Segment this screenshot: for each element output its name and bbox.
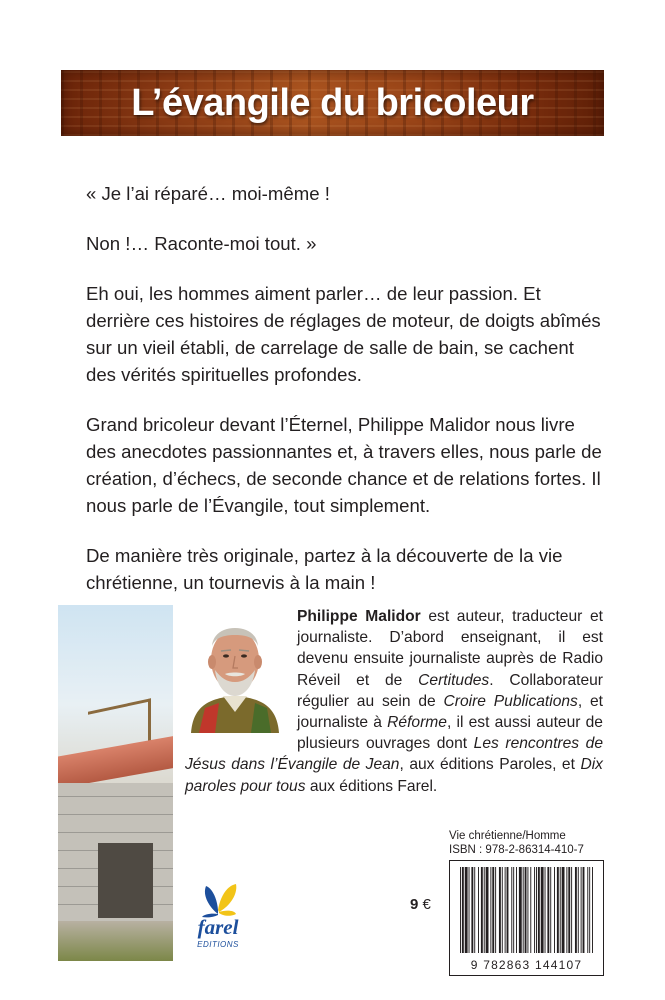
barcode-bar bbox=[499, 867, 501, 953]
price bbox=[410, 896, 431, 913]
barcode-bar bbox=[462, 867, 464, 953]
barcode-bar bbox=[581, 867, 582, 953]
barcode-bar bbox=[583, 867, 585, 953]
barcode-bar bbox=[534, 867, 535, 953]
barcode-number: 9 782863 144107 bbox=[470, 958, 583, 972]
barcode-bar bbox=[460, 867, 461, 953]
barcode bbox=[449, 860, 604, 976]
barcode-bar bbox=[562, 867, 565, 953]
barcode-bar bbox=[492, 867, 494, 953]
barcode-bar bbox=[560, 867, 561, 953]
blurb-paragraph: Eh oui, les hommes aiment parler… de leur passion. Et derrière ces histoires de réglages de moteur, de doigts abîmés sur un vieil établi, de carrelage de salle de bain, se cachent des vérités spirituelles profondes. bbox=[86, 283, 601, 385]
bio-text: , aux éditions Paroles, et bbox=[399, 756, 581, 774]
barcode-bar bbox=[490, 867, 491, 953]
barcode-bar bbox=[507, 867, 509, 953]
blurb-paragraph: « Je l’ai réparé… moi-même ! bbox=[86, 183, 330, 204]
barcode-bar bbox=[519, 867, 522, 953]
author-name: Philippe Malidor bbox=[297, 608, 421, 625]
barcode-bar bbox=[530, 867, 531, 953]
barcode-bar bbox=[547, 867, 549, 953]
bio-text: , il est aussi auteur de plusieurs ouvrages dont bbox=[297, 714, 603, 753]
doorway bbox=[98, 843, 153, 918]
price-currency: € bbox=[422, 896, 431, 913]
photo-spacer bbox=[185, 606, 297, 734]
bio-text: aux éditions Farel. bbox=[305, 777, 438, 795]
bio-title: Réforme bbox=[387, 714, 447, 732]
publisher-sub: EDITIONS bbox=[197, 940, 239, 949]
barcode-bar bbox=[525, 867, 527, 953]
barcode-bar bbox=[554, 867, 555, 953]
barcode-bar bbox=[550, 867, 551, 953]
blurb-paragraph: Grand bricoleur devant l’Éternel, Philippe Malidor nous livre des anecdotes passionnantes et, à travers elles, nous parle de création, d’échecs, de seconde chance et de relations fortes. Il nous parle de l’Évangile, tout simplement. bbox=[86, 414, 602, 516]
house-construction-icon bbox=[58, 605, 173, 961]
barcode-bar bbox=[541, 867, 544, 953]
barcode-bars bbox=[456, 867, 598, 953]
barcode-bar bbox=[538, 867, 540, 953]
barcode-bar bbox=[536, 867, 537, 953]
book-title: L’évangile du bricoleur bbox=[131, 81, 534, 124]
category-label: Vie chrétienne/Homme bbox=[449, 830, 566, 842]
bio-title: Croire Publications bbox=[443, 692, 578, 710]
barcode-bar bbox=[511, 867, 512, 953]
barcode-bar bbox=[474, 867, 475, 953]
bio-title: Certitudes bbox=[418, 671, 490, 689]
barcode-bar bbox=[502, 867, 503, 953]
bio-title: Dix paroles pour tous bbox=[185, 756, 603, 795]
barcode-bar bbox=[516, 867, 517, 953]
barcode-bar bbox=[589, 867, 590, 953]
barcode-bar bbox=[568, 867, 570, 953]
isbn-label: ISBN : 978-2-86314-410-7 bbox=[449, 844, 584, 856]
barcode-bar bbox=[465, 867, 468, 953]
barcode-bar bbox=[478, 867, 479, 953]
barcode-bar bbox=[575, 867, 577, 953]
bio-text: est auteur, traducteur et journaliste. D’abord enseignant, il est devenu ensuite journaliste auprès de Radio Réveil et de bbox=[297, 608, 603, 689]
blurb-paragraph: Non !… Raconte-moi tout. » bbox=[86, 233, 317, 254]
barcode-bar bbox=[566, 867, 567, 953]
barcode-bar bbox=[523, 867, 524, 953]
barcode-bar bbox=[481, 867, 483, 953]
blurb bbox=[62, 180, 602, 619]
barcode-bar bbox=[495, 867, 496, 953]
barcode-bar bbox=[545, 867, 546, 953]
barcode-bar bbox=[484, 867, 485, 953]
barcode-bar bbox=[592, 867, 593, 953]
barcode-bar bbox=[486, 867, 489, 953]
barcode-bar bbox=[571, 867, 572, 953]
title-banner bbox=[61, 70, 604, 136]
barcode-bar bbox=[578, 867, 579, 953]
barcode-bar bbox=[469, 867, 470, 953]
barcode-bar bbox=[471, 867, 473, 953]
ground bbox=[58, 921, 173, 961]
bio-title: Les rencontres de Jésus dans l’Évangile de Jean bbox=[185, 735, 604, 774]
barcode-block bbox=[449, 829, 604, 976]
butterfly-icon bbox=[192, 880, 244, 918]
publisher-logo bbox=[192, 880, 244, 960]
barcode-bar bbox=[587, 867, 588, 953]
price-amount: 9 bbox=[410, 896, 419, 913]
publisher-name: farel bbox=[197, 915, 239, 939]
author-bio bbox=[185, 606, 603, 797]
blurb-paragraph: De manière très originale, partez à la découverte de la vie chrétienne, un tournevis à la main ! bbox=[86, 545, 563, 593]
bio-text: . Collaborateur régulier au sein de bbox=[297, 671, 604, 710]
barcode-bar bbox=[557, 867, 559, 953]
bio-text: , et journaliste à bbox=[297, 692, 603, 732]
barcode-bar bbox=[505, 867, 506, 953]
barcode-bar bbox=[513, 867, 514, 953]
barcode-bar bbox=[527, 867, 528, 953]
